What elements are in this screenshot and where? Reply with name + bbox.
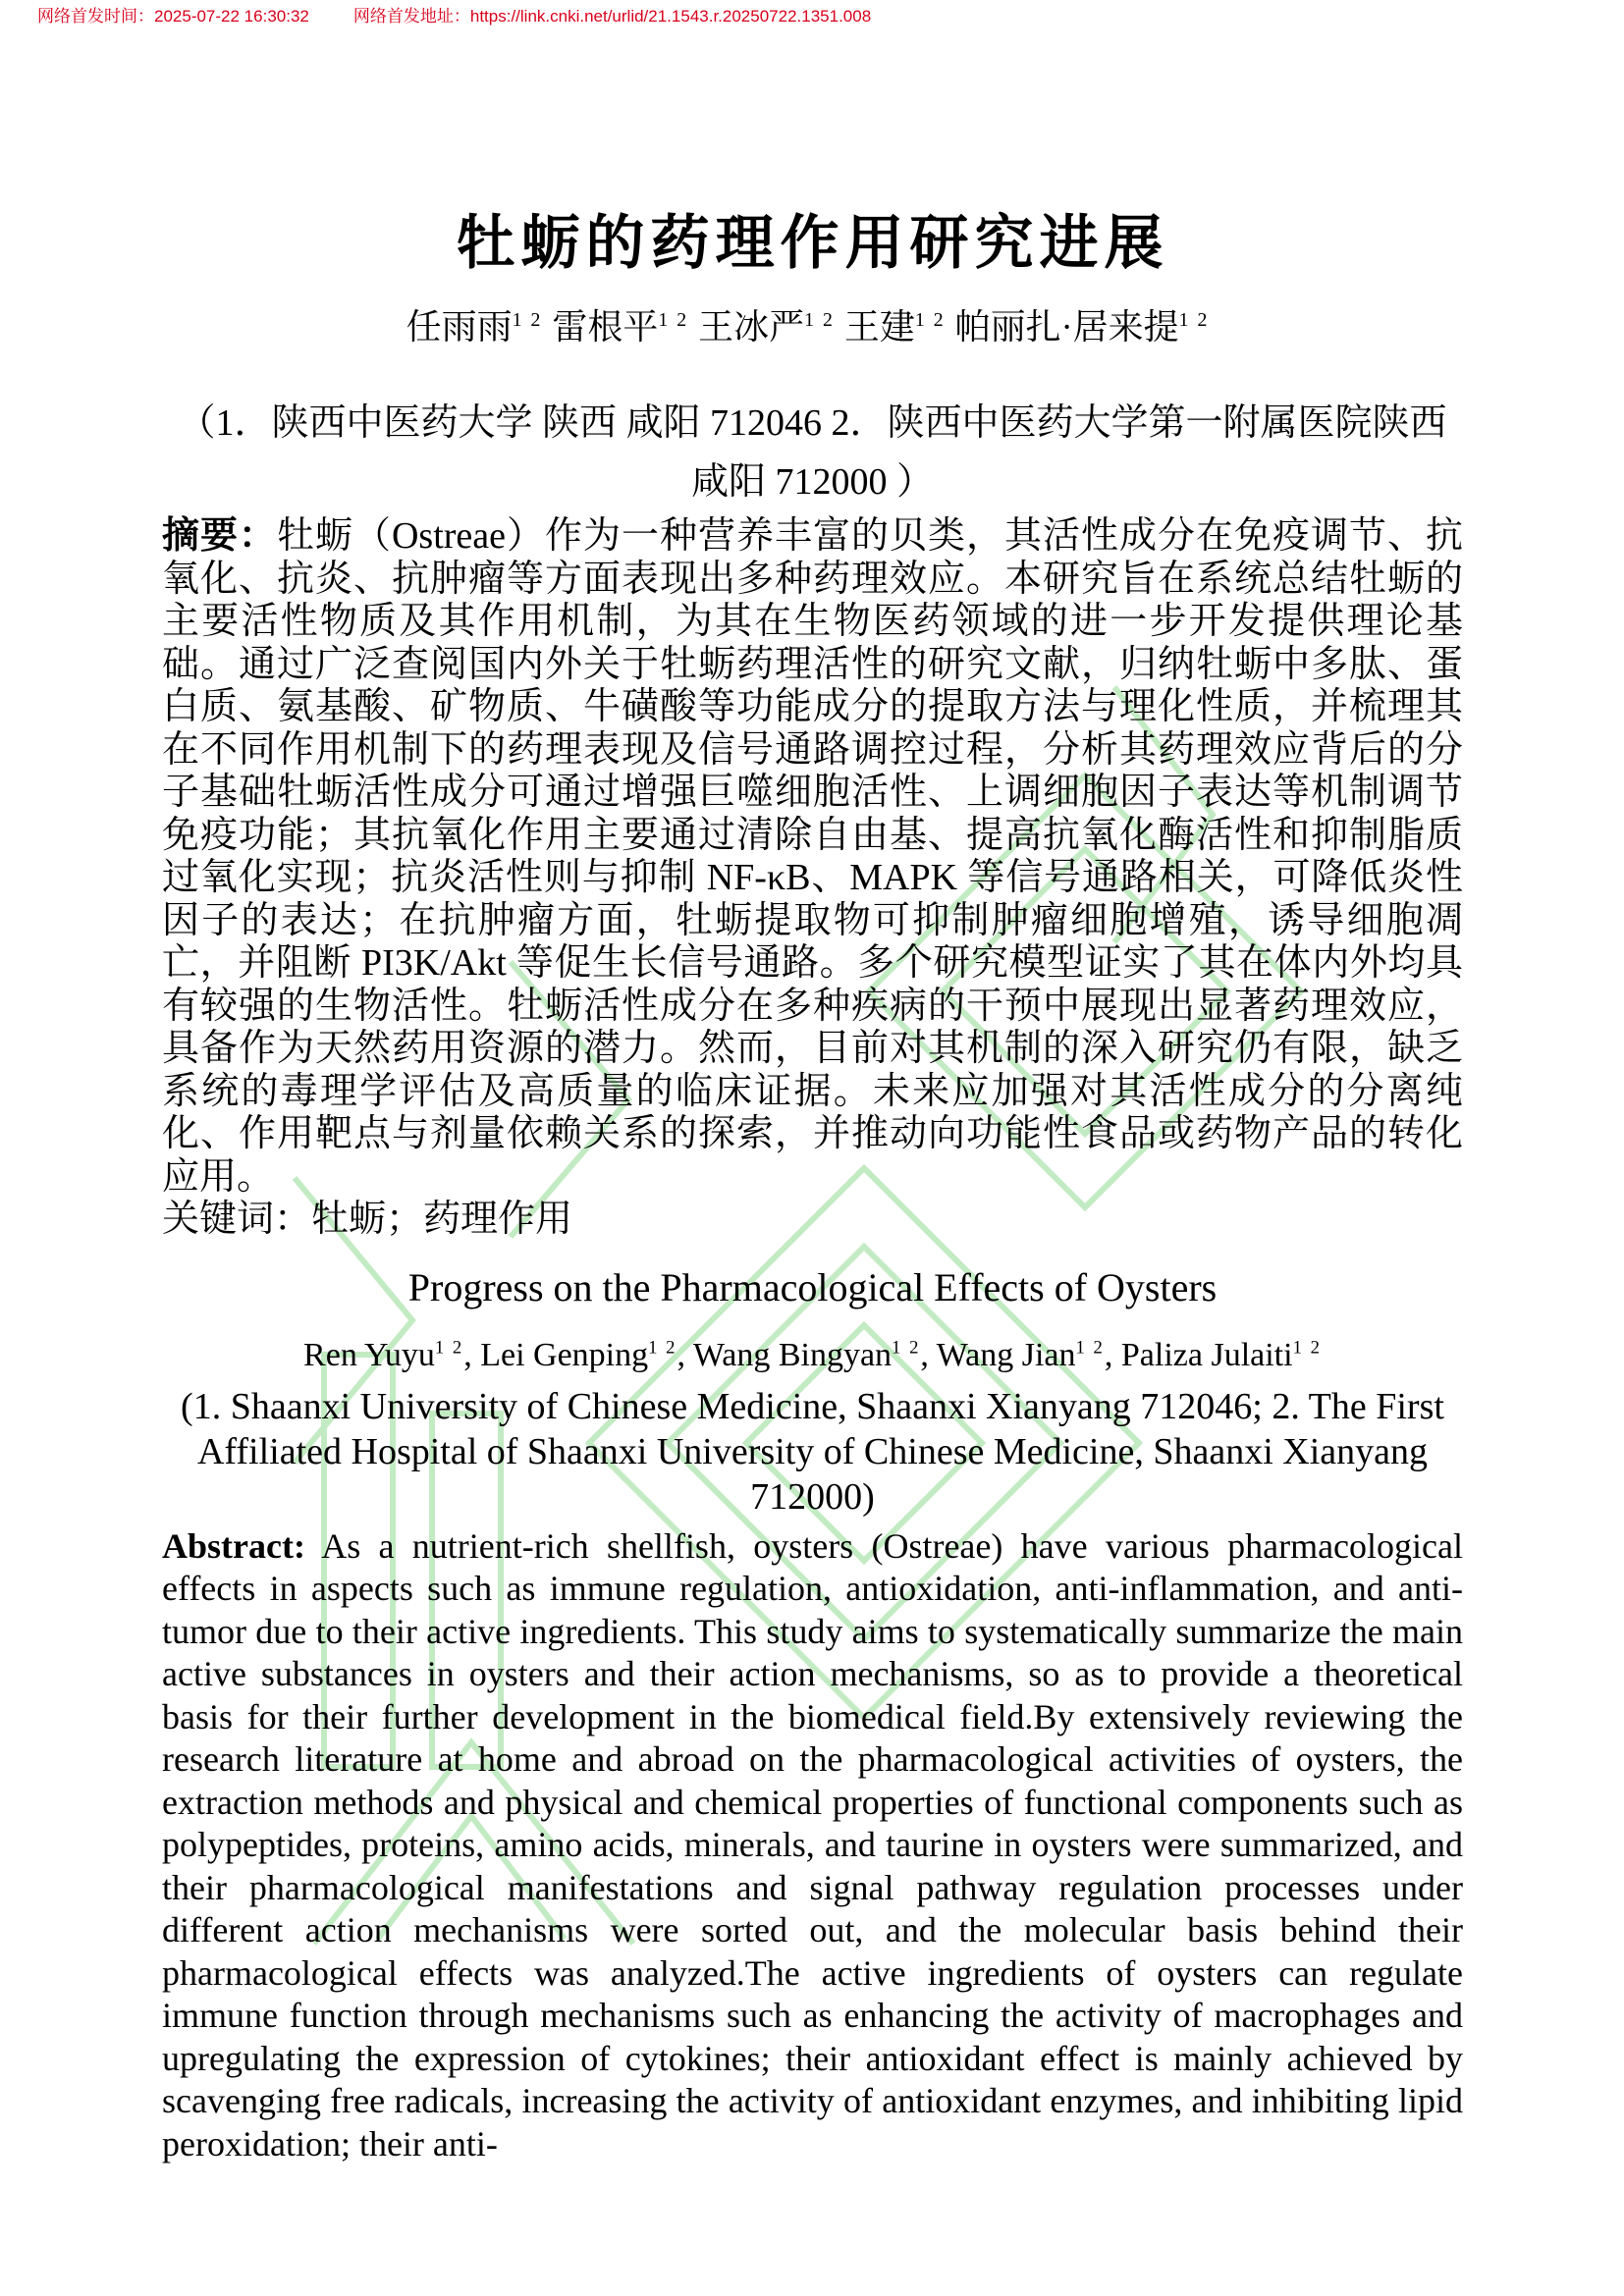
abstract-cn-body: 牡蛎（Ostreae）作为一种营养丰富的贝类，其活性成分在免疫调节、抗氧化、抗炎、抗肿瘤等方面表现出多种药理效应。本研究旨在系统总结牡蛎的主要活性物质及其作用机制，为其在生物医药领域的进一步开发提供理论基础。通过广泛查阅国内外关于牡蛎药理活性的研究文献，归纳牡蛎中多肽、蛋白质、氨基酸、矿物质、牛磺酸等功能成分的提取方法与理化性质，并梳理其在不同作用机制下的药理表现及信号通路调控过程，分析其药理效应背后的分子基础牡蛎活性成分可通过增强巨噬细胞活性、上调细胞因子表达等机制调节免疫功能；其抗氧化作用主要通过清除自由基、提高抗氧化酶活性和抑制脂质过氧化实现；抗炎活性则与抑制 NF-κB、MAPK 等信号通路相关，可降低炎性因子的表达；在抗肿瘤方面，牡蛎提取物可抑制肿瘤细胞增殖，诱导细胞凋亡，并阻断 PI3K/Akt 等促生长信号通路。多个研究模型证实了其在体内外均具有较强的生物活性。牡蛎活性成分在多种疾病的干预中展现出显著药理效应，具备作为天然药用资源的潜力。然而，目前对其机制的深入研究仍有限，缺乏系统的毒理学评估及高质量的临床证据。未来应加强对其活性成分的分离纯化、作用靶点与剂量依赖关系的探索，并推动向功能性食品或药物产品的转化应用。 [162, 515, 1463, 1198]
abstract-cn [162, 515, 1463, 1199]
keywords-cn: 关键词：牡蛎；药理作用 [162, 1199, 573, 1240]
affiliation-en-line3: 712000) [750, 1475, 875, 1518]
paper-title-en: Progress on the Pharmacological Effects of Oysters [407, 1264, 1218, 1309]
author-name: Lei Genping$^{1 2}$, [480, 1336, 693, 1373]
paper-content [162, 0, 1463, 2165]
affiliation-en [162, 1384, 1463, 1520]
affiliation-cn [162, 394, 1463, 511]
author-name: 王建$^{1 2}$ [843, 307, 946, 347]
abstract-en [162, 1525, 1463, 2166]
affiliation-cn-line1: （1．陕西中医药大学 陕西 咸阳 712046 2．陕西中医药大学第一附属医院陕西 [178, 402, 1447, 444]
abstract-en-label: Abstract: [162, 1525, 305, 1566]
author-name: Wang Bingyan$^{1 2}$, [692, 1336, 937, 1373]
abstract-en-body: As a nutrient-rich shellfish, oysters (Ostreae) have various pharmacological effects in aspects such as immune regulation, antioxidation, anti-inflammation, and anti-tumor due to their active ingredients. This study aims to systematically summarize the main active substances in oysters and their action mechanisms, so as to provide a theoretical basis for their further development in the biomedical field.By extensively reviewing the research literature at home and abroad on the pharmacological activities of oysters, the extraction methods and physical and chemical properties of functional components such as polypeptides, proteins, amino acids, minerals, and taurine in oysters were summarized, and their pharmacological manifestations and signal pathway regulation processes under different action mechanisms were sorted out, and the molecular basis behind their pharmacological effects was analyzed.The active ingredients of oysters can regulate immune function through mechanisms such as enhancing the activity of macrophages and upregulating the expression of cytokines; their antioxidant effect is mainly achieved by scavenging free radicals, increasing the activity of antioxidant enzymes, and inhibiting lipid peroxidation; their anti- [162, 1525, 1463, 2163]
author-name: 雷根平$^{1 2}$ [552, 307, 689, 347]
author-name: Ren Yuyu$^{1 2}$, [303, 1336, 481, 1373]
author-name: 任雨雨$^{1 2}$ [406, 307, 543, 347]
affiliation-en-line2: Affiliated Hospital of Shaanxi University of Chinese Medicine, Shaanxi Xianyang [196, 1430, 1429, 1472]
author-list-cn [162, 298, 1463, 348]
cnki-first-publication-header [37, 7, 871, 27]
publication-time: 网络首发时间：2025-07-22 16:30:32 [37, 7, 309, 26]
author-name: 帕丽扎·居来提$^{1 2}$ [954, 307, 1210, 347]
author-name: Wang Jian$^{1 2}$, [936, 1336, 1121, 1373]
publication-url: 网络首发地址：https://link.cnki.net/urlid/21.1543.r.20250722.1351.008 [352, 7, 872, 26]
author-name: 王冰严$^{1 2}$ [698, 307, 835, 347]
paper-title-cn: 牡蛎的药理作用研究进展 [456, 210, 1169, 276]
abstract-cn-label: 摘要： [162, 515, 277, 557]
author-list-en [162, 1328, 1463, 1376]
author-name: Paliza Julaiti$^{1 2}$ [1120, 1336, 1322, 1373]
affiliation-cn-line2: 咸阳 712000 ） [690, 461, 934, 503]
affiliation-en-line1: (1. Shaanxi University of Chinese Medicine, Shaanxi Xianyang 712046; 2. The First [181, 1385, 1444, 1427]
